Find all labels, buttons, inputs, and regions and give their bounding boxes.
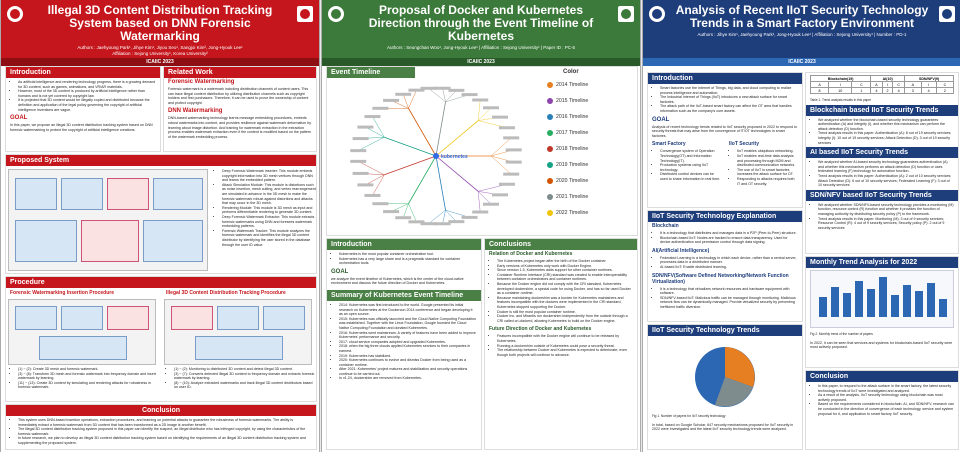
list-item: • Early versions of Kubernetes only work with Docker Engine. — [497, 264, 633, 269]
list-item: • As artificial intelligence and rendering technology progress, there is a growing demand for 3D content, such as games, animations, and VR/AR materials. — [18, 80, 156, 89]
section-heading: Summary of Kubernetes Event Timeline — [327, 290, 481, 301]
goal-text: Analysis of recent technology trends related to IIoT security proposed in 2022 to respond to security threats that may arise from the convergence of IT/OT technologies in smart factories. — [652, 124, 797, 138]
list-item: • Docker is still the most popular container runtime. — [497, 310, 633, 315]
poster1-conclusion-section — [5, 404, 317, 450]
table-cell: C — [936, 82, 953, 88]
legend-label: 2015 Timeline — [556, 98, 589, 104]
timeline-event-node — [383, 210, 399, 213]
poster2-left-column — [326, 238, 482, 450]
timeline-event-node — [499, 183, 515, 186]
timeline-event-node — [350, 160, 366, 163]
paragraph: In total, based on Google Scholar, 647 security mechanisms proposed for IIoT security in 2022 were investigated and the latest IIoT security technology trends were analyzed. — [652, 422, 794, 432]
table-cell: I — [882, 82, 893, 88]
timeline-event-node — [395, 93, 411, 96]
table-cell: 3 — [905, 88, 921, 94]
legend-item — [547, 81, 588, 89]
poster2-banner — [322, 0, 640, 58]
list-item: • The illegal 3D content distribution tracking system proposed in this paper can identify the suspect, an illegal distributor who has infringed copyright, by using the characteristics of the forensic watermark. — [18, 427, 312, 436]
section-heading: Event Timeline — [327, 67, 415, 78]
list-item: • Attack Simulation Module: This module is distortions such as noise insertion, mesh cutting, and vertex rearrangement are simulated in advance in the 3D mesh to make the forensic watermark robust against distortions and attacks that may occur in the 3D mesh. — [222, 183, 316, 206]
legend-item — [547, 193, 588, 201]
table-caption: Table 1. Trend analysis results in this paper — [810, 98, 872, 102]
list-item: • This system uses DNN-based insertion operations, extraction procedures, and learning on potential attacks to guarantee the robustness of forensic watermarks. The ability is immediately extract a forensic watermark from 3D content that has been transformed as a 2D image is another benefit. — [18, 418, 312, 427]
poster3-conclusion-section — [805, 370, 959, 450]
timeline-event-node — [503, 136, 519, 139]
timeline-event-node — [353, 172, 369, 175]
paragraph: DNN-based watermarking technology learns message embedding procedures, embeds robust watermarks into content, and provides resilience against watermark deformation by learning about image distortion. And training for watermark extraction in the extraction process enables watermark extraction even if the content is modified based on the pattern of the watermark embedding process. — [168, 116, 312, 139]
timeline-leaf — [478, 100, 480, 121]
timeline-event-node — [364, 194, 380, 197]
timeline-event-node — [408, 220, 424, 223]
university-logo-icon — [328, 6, 344, 22]
list-item: • Deep Forensic Watermark Inserter: This module embeds copyright information into 3D mesh vertices through DNN and learns the embedded pattern. — [222, 169, 316, 183]
chart-bar — [915, 291, 923, 317]
list-item: • Responding to attacks requires both IT and OT security. — [737, 177, 798, 186]
list-item: • Because the Docker engine did not comply with the CRI standard, Kubernetes developed dockershim, a special code for using Docker, and has so far used Docker as a container runtime. — [497, 282, 633, 296]
list-item: • 2015: Kubernetes was officially launched and the Cloud Native Computing Foundation was established. Together with the Linux Foundation, Google founded the Cloud Native Computing Foundation and donated Kubernetes. — [339, 317, 477, 331]
list-item: • Container Runtime Interface (CRI) standard was created to enable interoperability between container orchestrators and container runtimes. — [497, 273, 633, 282]
poster3-monthly-section — [805, 256, 959, 368]
list-item: • Because maintaining dockershim was a burden for Kubernetes maintainers and features incompatible with the dockers were implemented in the CRI standard, Kubernetes stopped supporting the Docker. — [497, 296, 633, 310]
section-heading: Blockchain based IIoT Security Trends — [806, 105, 958, 116]
timeline-event-node — [372, 107, 388, 110]
legend-item — [547, 129, 588, 137]
timeline-event-node — [506, 148, 522, 151]
timeline-event-node — [372, 202, 388, 205]
legend-swatch — [547, 194, 553, 200]
poster3-conference: ICAIIC 2023 — [643, 58, 960, 66]
poster2-conclusions-section — [484, 238, 638, 450]
tracking-procedure-figure — [164, 299, 312, 365]
proposed-modules-list — [210, 167, 317, 249]
section-heading: Conclusions — [485, 239, 637, 250]
trend-analysis-table — [810, 75, 954, 94]
timeline-event-node — [462, 93, 478, 96]
subheading: DNN Watermarking — [168, 108, 223, 115]
list-item: • Docker Inc. and Mirantis run dockershim independently from the outside through a CRI called cri-dockerd, allowing Kubernetes to build on the Docker engine. — [497, 314, 633, 323]
list-item: • Production systems using IIoT technology. — [660, 163, 721, 172]
list-item: • In this paper, to respond to the attack surface in the smart factory, the latest security technology trends of IIoT were investigated and analyzed. — [818, 384, 954, 393]
timeline-event-node — [364, 115, 380, 118]
paragraph: In 2022, it can be seen that services and systems for blockchain-based IIoT security were most actively proposed. — [810, 340, 953, 350]
legend-swatch — [547, 178, 553, 184]
list-item: • Features incompatible with the Docker engine will continue to be released by Kubernetes. — [497, 334, 633, 343]
subheading: IIoT Security — [729, 141, 760, 148]
list-item: • The relationship between Docker and Kubernetes is expected to deteriorate, even though both projects will continue to advance. — [497, 348, 633, 357]
legend-label: 2018 Timeline — [556, 146, 589, 152]
subheading: Relation of Docker and Kubernetes — [489, 251, 573, 257]
section-heading: IIoT Security Technology Explanation — [648, 211, 802, 222]
timeline-branch — [384, 137, 436, 156]
section-heading: SDN/NFV based IIoT Security Trends — [806, 190, 958, 201]
legend-swatch — [547, 114, 553, 120]
poster-watermarking — [0, 0, 320, 452]
chart-bar — [831, 287, 839, 317]
goal-heading: GOAL — [331, 268, 349, 275]
figure-caption: Fig 2. Monthly trend of the number of papers — [810, 332, 873, 336]
list-item: • In future research, we plan to develop an illegal 3D content distribution tracking system based on identifying the requirements of an illegal 3D content distribution tracking system and supplementing the proposed system. — [18, 436, 312, 445]
legend-item — [547, 97, 588, 105]
timeline-leaf — [478, 191, 480, 212]
table-cell: A — [905, 82, 921, 88]
list-item: • SDN/NFV-based IIoT: Malicious traffic can be managed through monitoring. Malicious network flow can be dynamically managed. Provide virtualized security by preventing inefficient traffic diversion. — [660, 296, 798, 310]
lab-logo-icon — [297, 6, 313, 22]
timeline-event-node — [503, 173, 519, 176]
timeline-event-node — [483, 106, 499, 109]
poster2-authors: Authors : Seungchan Woo¹, Jong-Hyouk Lee¹ | Affiliation : Sejong University¹ | Paper ID : PC-5 — [386, 45, 575, 50]
monthly-bar-chart — [810, 270, 954, 328]
timeline-event-node — [435, 87, 451, 90]
poster1-procedure-section — [5, 276, 317, 402]
chart-bar — [843, 293, 851, 317]
subheading: SDN/NFV(Software Defined Networking/Network Function Virtualization) — [652, 272, 789, 285]
goal-text: In this paper, we propose an illegal 3D content distribution tracking system based on DNN forensic watermarking to protect the copyright of artificial intelligence creations. — [10, 123, 153, 132]
table-cell: I — [921, 82, 936, 88]
timeline-event-node — [421, 87, 437, 90]
poster1-title: Illegal 3D Content Distribution Tracking System based on DNN Forensic Watermarking — [47, 3, 273, 43]
poster2-timeline-section — [326, 66, 638, 236]
section-heading: Conclusion — [6, 405, 316, 416]
list-item: • As a result of the analysis, IIoT security technology using blockchain was most actively proposed. — [818, 393, 954, 402]
timeline-event-node — [462, 216, 478, 219]
iiot-papers-pie-chart — [675, 342, 775, 412]
chart-bar — [879, 277, 887, 317]
table-cell: 10 — [829, 88, 852, 94]
list-item: • We analyzed whether the blockchain-based security technology guarantees authentication (A) and integrity (I), and whether this mechanism can perform the attack detection (D) function. — [818, 118, 954, 132]
list-item: • Deep Forensic Watermark Extractor: This module extracts forensic watermarks using DNN and foresees watermark embedding patterns. — [222, 215, 316, 229]
list-item: • Trend analysis results in this paper: Authentication (A): 2 out of 10 security services; Attack Detection (D): 6 out of 10 security services; Federated Learning (F): 3 out of 10 security services — [818, 174, 954, 188]
goal-heading: GOAL — [10, 115, 28, 122]
legend-swatch — [547, 210, 553, 216]
timeline-branch — [436, 156, 478, 191]
list-item: • It is a technology that distributes and manages data in a P2P (Peer-to-Peer) structure. — [660, 231, 798, 236]
timeline-event-node — [395, 216, 411, 219]
subheading: AI(Artificial Intelligence) — [652, 247, 710, 254]
list-item: • IIoT enables real-time data analysis and processing through M2M and distributed communication networks. — [737, 154, 798, 168]
list-item: • Convergence system of Operation Technology(OT) and Information Technology(IT). — [660, 149, 721, 163]
list-item: • Blockchain-based IIoT: Nodes are tracked to ensure data transparency. Used for device authentication and permission control through data signing. — [660, 236, 798, 245]
list-item: • Since version 1.5, Kubernetes adds support for other container runtimes. — [497, 268, 633, 273]
list-item: • It is a technology that virtualizes network resources and hardware equipment with software. — [660, 287, 798, 296]
section-heading: IIoT Security Technology Trends — [648, 325, 802, 336]
legend-swatch — [547, 130, 553, 136]
kubernetes-node-icon — [433, 153, 439, 159]
list-item: • (3) ~ (8): Transform 3D mesh and forensic watermark into frequency domain and insert watermark by learning. — [18, 372, 160, 381]
poster1-banner — [1, 0, 319, 58]
legend-label: 2022 Timeline — [556, 210, 589, 216]
list-item: • (1) ~ (2): Monitoring to distributed 3D content and detect illegal 3D content. — [174, 367, 316, 372]
figure-caption: Fig 1. Number of papers for IIoT security technology — [652, 414, 726, 418]
legend-item — [547, 177, 588, 185]
subheading: Illegal 3D Content Distribution Tracking Procedure — [166, 290, 286, 296]
timeline-event-node — [448, 220, 464, 223]
legend-item — [547, 113, 588, 121]
list-item: • 2020: Kubernetes continues to evolve and dismiss Docker from being used as a container runtime. — [339, 358, 477, 367]
list-item: • Running a dockershim outside of Kubernetes could pose a security threat. — [497, 344, 633, 349]
legend-item — [547, 145, 588, 153]
list-item: • The Industrial Internet of Things (IIoT) introduces a new attack surface for smart factories. — [660, 95, 798, 104]
section-heading: Conclusion — [806, 371, 958, 382]
timeline-branch — [384, 156, 436, 175]
poster1-proposed-section — [5, 154, 317, 274]
chart-bar — [867, 289, 875, 317]
poster-kubernetes — [321, 0, 641, 452]
table-cell: 2 — [882, 88, 893, 94]
goal-heading: GOAL — [652, 116, 670, 123]
timeline-branch — [409, 156, 437, 204]
table-cell: 4 — [921, 88, 936, 94]
list-item: • After 2021: Kubernetes' project matures and stabilization and security operations continue to be carried out. — [339, 367, 477, 376]
section-heading: Proposed System — [6, 155, 316, 166]
timeline-branch — [436, 121, 478, 156]
timeline-event-node — [499, 126, 515, 129]
timeline-event-node — [492, 116, 508, 119]
lab-logo-icon — [939, 6, 955, 22]
section-heading: Introduction — [327, 239, 481, 250]
list-item: • Federated Learning is a technology in which each device, rather than a central server, processes data in a distributed manner. — [660, 256, 798, 265]
subheading: Smart Factory — [652, 141, 686, 148]
center-node-label: kubernetes — [441, 154, 468, 160]
timeline-event-node — [383, 99, 399, 102]
timeline-branch — [409, 108, 437, 156]
subheading: Forensic Watermarking — [168, 79, 235, 85]
list-item: • In v1.24, dockershim are removed from Kubernetes. — [339, 376, 477, 381]
poster1-conference: ICAIIC 2023 — [1, 58, 319, 66]
list-item: • 2016: Kubernetes went mainstream. A variety of features have been added to improve Kubernetes' performance and security. — [339, 331, 477, 340]
poster2-conference: ICAIIC 2023 — [322, 58, 640, 66]
section-heading: AI based IIoT Security Trends — [806, 147, 958, 158]
subheading: Forensic Watermarking Insertion Procedure — [10, 290, 115, 296]
list-item: • Trend analysis results in this paper: Monitoring (M): 3 out of 9 security services; Resource Control (R): 4 out of 9 security services; Security policy (P): 2 out of 9 security services — [818, 217, 954, 231]
list-item: • We analyzed whether SDN/NFV-based security technology provides a monitoring (M) function, resource control (R) function and whether it provides the function of managing authority by distributing security policy (P) to the framework. — [818, 203, 954, 217]
chart-bar — [939, 299, 947, 317]
legend-swatch — [547, 98, 553, 104]
timeline-event-node — [492, 193, 508, 196]
section-heading: Monthly Trend Analysis for 2022 — [806, 257, 958, 268]
poster-iiot — [642, 0, 960, 452]
timeline-event-node — [435, 222, 451, 225]
list-item: • (11) ~ (13): Create 3D content by simulating and rendering attacks for robustness in forensic watermark. — [18, 381, 160, 390]
table-cell: C — [893, 82, 905, 88]
legend-label: 2021 Timeline — [556, 194, 589, 200]
list-item: • We analyzed whether AI-based security technology guarantees authentication (A) and whether this mechanism performs an attack detection (D) function or uses federated learning (F) technology for automation function. — [818, 160, 954, 174]
section-heading: Introduction — [6, 67, 160, 78]
timeline-event-node — [448, 89, 464, 92]
university-logo-icon — [649, 6, 665, 22]
legend-item — [547, 209, 588, 217]
legend-title: Color — [563, 69, 579, 75]
table-header-cell: AI(10) — [871, 76, 905, 82]
paragraph: Forensic watermark is a watermark including distribution channels of content users. This can trace illegal content distribution by utilizing distribution channels such as copyright holders and first purchasers. Therefore, it can be used to prove the ownership of content and protect copyright. — [168, 87, 309, 105]
poster2-title: Proposal of Docker and Kubernetes Direction through the Event Timeline of Kubernetes — [368, 3, 594, 43]
university-logo-icon — [7, 6, 23, 22]
timeline-branch — [436, 156, 446, 210]
list-item: • 2017: cloud service companies adopted and upgraded Kubernetes. — [339, 340, 477, 345]
list-item: • Forensic Watermark Tracker: This module analyzes the forensic watermark and identifies the illegal 3D content distributor by identifying the user stored in the database through the user ID value. — [222, 229, 316, 247]
timeline-event-node — [357, 126, 373, 129]
section-heading: Introduction — [648, 73, 802, 84]
legend-label: 2014 Timeline — [556, 82, 589, 88]
list-item: • Kubernetes has a very large share and is a pragmatic standard for container orchestration tools. — [339, 257, 477, 266]
timeline-event-node — [472, 211, 488, 214]
table-header-cell: SDN/NFV(9) — [905, 76, 954, 82]
list-item: • (1) ~ (2): Create 3D mesh and forensic watermark. — [18, 367, 160, 372]
timeline-event-node — [483, 203, 499, 206]
list-item: • Rendering Module: This module is 3D mesh as input and performs differentiable rendering to generate 3D content. — [222, 206, 316, 215]
poster3-table-section — [805, 72, 959, 254]
subheading: Blockchain — [652, 223, 679, 229]
chart-bar — [819, 297, 827, 317]
legend-swatch — [547, 146, 553, 152]
table-cell: I — [829, 82, 852, 88]
poster1-authors: Authors : Jaehyoung Park¹, Jihye Kim¹, Jiyou Seo¹, Sangjoi Kim², Jong-Hyouk Lee¹ — [77, 45, 243, 50]
timeline-branch — [436, 102, 446, 156]
chart-bar — [927, 283, 935, 317]
list-item: • It is projected that 3D content would be illegally copied and distributed because the definition and application of the legal policy governing the copyright of artificial intelligence inventions are vague. — [18, 98, 156, 112]
poster3-banner — [643, 0, 960, 58]
list-item: • Based on the requirements considered in blockchain, AI, and SDN/NFV, research can be conducted in the direction of convergence of each technology, service and system proposal for it, and application to smart factory IIoT security. — [818, 402, 954, 416]
table-cell: 4 — [871, 88, 882, 94]
chart-bar — [855, 281, 863, 317]
list-item: • However, most of the 3D content is produced by artificial intelligence rather than humans and is not yet covered by copyright law. — [18, 89, 156, 98]
timeline-event-node — [350, 149, 366, 152]
timeline-event-node — [353, 137, 369, 140]
poster3-trends-figure-section — [647, 324, 803, 450]
poster3-intro-section — [647, 72, 803, 208]
table-cell: A — [811, 82, 829, 88]
table-cell: 1 — [852, 88, 871, 94]
list-item: • The use of IIoT in smart factories increases the attack surface for OT. — [737, 168, 798, 177]
list-item: • (3) ~ (7): Converts detected illegal 3D content to frequency domain and extracts forensic watermark by learning. — [174, 372, 316, 381]
table-cell: 8 — [811, 88, 829, 94]
table-cell: 2 — [936, 88, 953, 94]
legend-swatch — [547, 82, 553, 88]
table-cell: A — [871, 82, 882, 88]
list-item: • 2018: when the big three clouds applied Kubernetes services to their companies in earnest. — [339, 344, 477, 353]
poster3-title: Analysis of Recent IIoT Security Technology Trends in a Smart Factory Environment — [675, 3, 929, 30]
list-item: • IIoT enables ubiquitous networking. — [737, 149, 798, 154]
system-architecture-figure — [8, 169, 208, 271]
list-item: • (8) ~ (10): Analyze extracted watermarks and track illegal 3D content distributors based on user ID. — [174, 381, 316, 390]
chart-bar — [903, 285, 911, 317]
list-item: • Distributed control devices can be used to share information in real time. — [660, 172, 721, 181]
timeline-event-node — [357, 183, 373, 186]
legend-label: 2019 Timeline — [556, 162, 589, 168]
tracking-steps — [162, 365, 317, 392]
goal-text: we analyze the event timeline of Kubernetes, which is the center of the cloud-native environment and discuss the future direction of Docker and Kubernetes. — [331, 276, 464, 286]
table-cell: C — [852, 82, 871, 88]
timeline-mindmap — [331, 81, 541, 231]
poster1-affiliation: Affiliation : Sejong University¹, Korea University² — [112, 51, 208, 56]
poster1-related-section — [163, 66, 317, 152]
section-heading: Procedure — [6, 277, 316, 288]
chart-bar — [891, 295, 899, 317]
section-heading: Related Work — [164, 67, 316, 78]
list-item: • Smart factories use the Internet of Things, big data, and cloud computing to realize process intelligence and automation. — [660, 86, 798, 95]
list-item: • 2014: Kubernetes was first introduced to the world. Google presented its initial research on Kubernetes at the Dockercon 2014 conference and began developing it as an open source. — [339, 303, 477, 317]
legend-label: 2016 Timeline — [556, 114, 589, 120]
timeline-event-node — [472, 98, 488, 101]
poster3-explanation-section — [647, 210, 803, 322]
table-cell: 4 — [893, 88, 905, 94]
list-item: • The Kubernetes project began after the birth of the Docker container. — [497, 259, 633, 264]
legend-label: 2020 Timeline — [556, 178, 589, 184]
legend-item — [547, 161, 588, 169]
poster3-authors: Authors : Jihye Kim¹, Jaehyoung Park¹, Jong-Hyouk Lee¹ | Affiliation : Sejong University¹ | Number : PD-1 — [697, 32, 907, 37]
insertion-steps — [6, 365, 164, 392]
list-item: • Trend analysis results in this paper: Authentication (A): 8 out of 19 security services; Integrity (I): 10 out of 19 security services; Attack Detection (D): 3 out of 19 security services — [818, 131, 954, 145]
poster1-intro-section — [5, 66, 161, 152]
list-item: • Kubernetes is the most popular container orchestration tool. — [339, 252, 477, 257]
subheading: Future Direction of Docker and Kubernetes — [489, 326, 592, 333]
list-item: • AI-based IIoT: Enable distributed learning. — [660, 265, 798, 270]
legend-swatch — [547, 162, 553, 168]
timeline-event-node — [506, 161, 522, 164]
insertion-procedure-figure — [8, 299, 156, 365]
list-item: • 2019: Kubernetes has stabilized. — [339, 354, 477, 359]
legend-label: 2017 Timeline — [556, 130, 589, 136]
list-item: • The attack path of the IIoT-based smart factory can affect the OT area that handles information such as the company's core assets. — [660, 104, 798, 113]
table-header-cell: Blockchain(19) — [811, 76, 871, 82]
lab-logo-icon — [618, 6, 634, 22]
